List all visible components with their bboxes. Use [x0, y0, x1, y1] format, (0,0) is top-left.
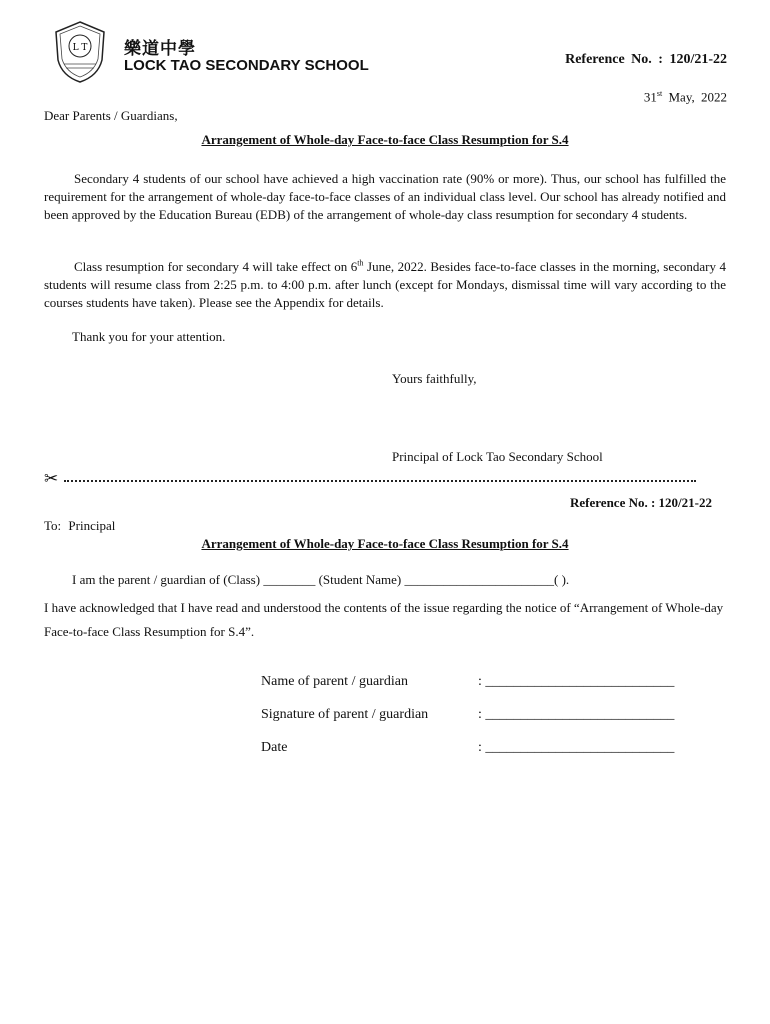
paragraph-vaccination: Secondary 4 students of our school have achieved a high vaccination rate (90% or more). Thus, our school has fulfilled the requirement for the arrangement of whole-day face-to-face classes of an individual class level. Our school has already notified and been approved by the Education Bureau (EDB) of the arrangement of whole-day class resumption for secondary 4 students.	[44, 171, 726, 222]
field-parent-name[interactable]: : ___________________________	[478, 674, 675, 689]
paragraph-resumption-sup: th	[357, 258, 364, 268]
date-day: 31	[643, 89, 657, 105]
school-name-chinese: 樂道中學	[124, 39, 196, 59]
salutation: Dear Parents / Guardians,	[44, 108, 178, 123]
field-label-date: Date	[261, 740, 288, 755]
slip-student-line[interactable]: I am the parent / guardian of (Class) ________ (Student Name) _______________________( ).	[72, 572, 570, 587]
date-month-year: May, 2022	[662, 89, 727, 105]
cut-line	[44, 470, 704, 490]
slip-recipient: To: Principal	[44, 518, 116, 533]
date-suffix: st	[656, 89, 663, 98]
thanks-line: Thank you for your attention.	[72, 329, 226, 344]
dotted-divider	[64, 480, 696, 482]
field-label-signature: Signature of parent / guardian	[261, 707, 429, 722]
slip-acknowledgement: I have acknowledged that I have read and understood the contents of the issue regarding the notice of “Arrangement of Whole-day Face-to-face Class Resumption for S.4”.	[44, 600, 724, 639]
closing: Yours faithfully,	[392, 371, 477, 386]
field-label-parent-name: Name of parent / guardian	[261, 674, 408, 689]
slip-title: Arrangement of Whole-day Face-to-face Class Resumption for S.4	[201, 536, 569, 551]
field-signature[interactable]: : ___________________________	[478, 707, 675, 722]
scissors-icon: ✂	[44, 469, 59, 489]
school-name-english: LOCK TAO SECONDARY SCHOOL	[124, 57, 369, 74]
letter-date	[644, 89, 727, 105]
paragraph-resumption-part1: Class resumption for secondary 4 will take effect on 6	[74, 259, 358, 274]
reference-number: Reference No. : 120/21-22	[565, 52, 727, 67]
slip-reference-number: Reference No. : 120/21-22	[570, 495, 712, 510]
letter-title: Arrangement of Whole-day Face-to-face Class Resumption for S.4	[201, 132, 569, 147]
crest-letters: L T	[72, 43, 88, 53]
field-date[interactable]: : ___________________________	[478, 740, 675, 755]
paragraph-resumption-part2: June, 2022. Besides face-to-face classes in the morning, secondary 4 students will resume class from 2:25 p.m. to 4:00 p.m. after lunch (except for Mondays, dismissal time will vary according to the courses students have taken). Please see the Appendix for details.	[44, 259, 726, 310]
signatory: Principal of Lock Tao Secondary School	[392, 449, 603, 464]
paragraph-resumption	[44, 258, 726, 312]
school-crest-logo	[52, 20, 108, 84]
